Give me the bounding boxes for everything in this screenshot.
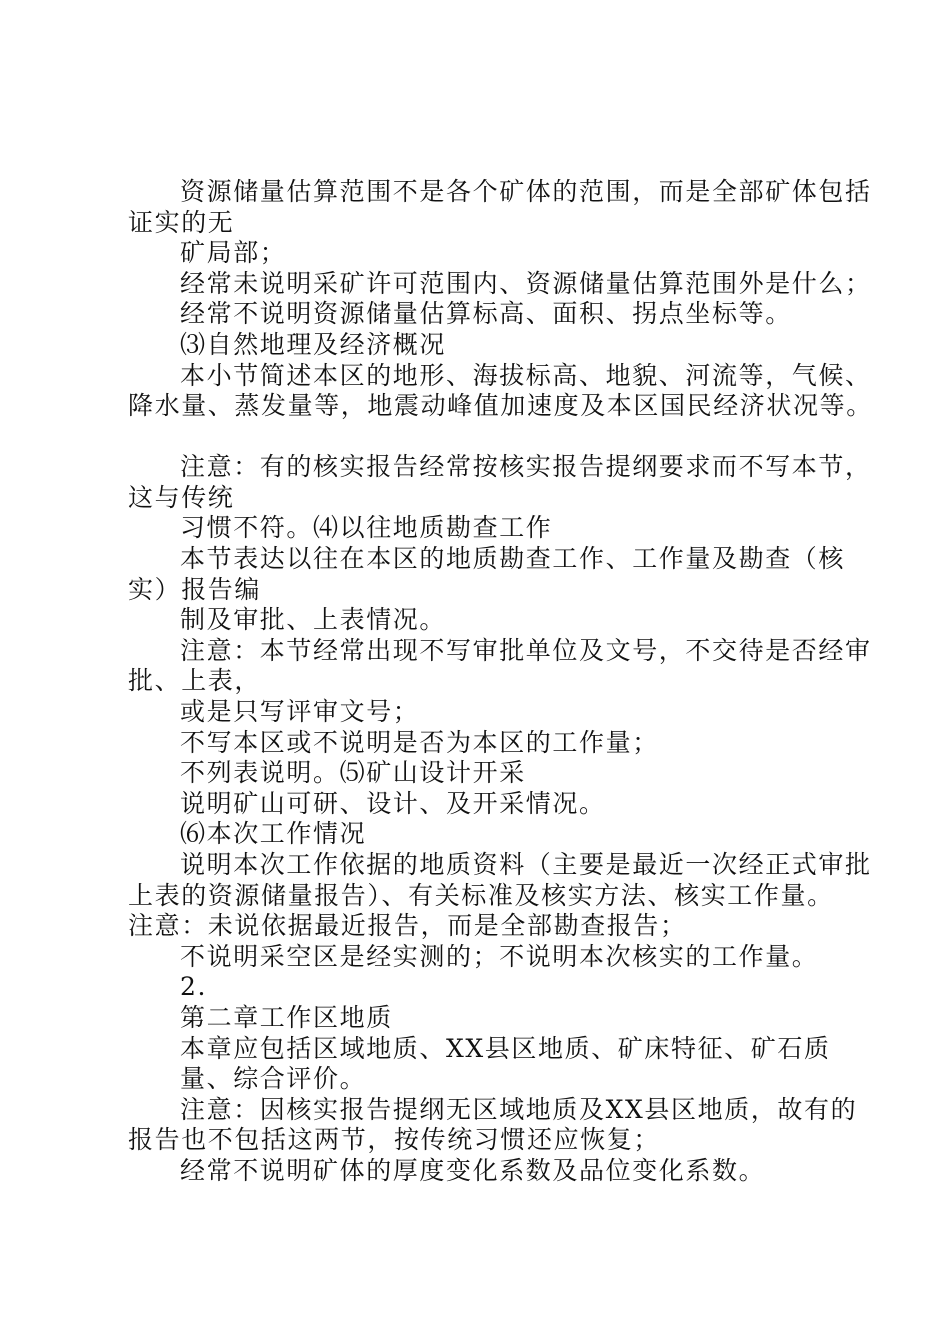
text-line: 不列表说明。⑸矿山设计开采 [180, 758, 526, 787]
text-line: 资源储量估算范围不是各个矿体的范围，而是全部矿体包括 [180, 177, 872, 206]
text-line: 量、综合评价。 [180, 1064, 367, 1093]
text-line: 上表的资源储量报告）、有关标准及核实方法、核实工作量。 [128, 881, 834, 910]
text-line: 制及审批、上表情况。 [180, 605, 447, 634]
text-line: 经常不说明矿体的厚度变化系数及品位变化系数。 [180, 1156, 766, 1185]
text-line: 注意：有的核实报告经常按核实报告提纲要求而不写本节， [180, 452, 872, 481]
text-line: 报告也不包括这两节，按传统习惯还应恢复； [128, 1125, 661, 1154]
chapter-heading: 第二章工作区地质 [180, 1003, 393, 1032]
text-line: 注意：本节经常出现不写审批单位及文号，不交待是否经审 [180, 636, 872, 665]
text-line: 或是只写评审文号； [180, 697, 420, 726]
text-line: 习惯不符。⑷以往地质勘查工作 [180, 513, 553, 542]
text-line: 本章应包括区域地质、XX县区地质、矿床特征、矿石质 [180, 1034, 831, 1063]
section-heading: ⑶自然地理及经济概况 [180, 330, 447, 359]
text-line: 注意：未说依据最近报告，而是全部勘查报告； [128, 911, 687, 940]
text-line: 降水量、蒸发量等，地震动峰值加速度及本区国民经济状况等。 [128, 391, 873, 420]
text-line: 不说明采空区是经实测的；不说明本次核实的工作量。 [180, 942, 819, 971]
text-line: 本小节简述本区的地形、海拔标高、地貌、河流等，气候、 [180, 361, 872, 390]
text-line: 证实的无 [128, 208, 235, 237]
text-line: 说明本次工作依据的地质资料（主要是最近一次经正式审批 [180, 850, 872, 879]
text-line: 矿局部； [180, 238, 287, 267]
text-line: 本节表达以往在本区的地质勘查工作、工作量及勘查（核 [180, 544, 846, 573]
text-line: 批、上表， [128, 666, 262, 695]
text-line: 经常不说明资源储量估算标高、面积、拐点坐标等。 [180, 299, 792, 328]
text-line: 说明矿山可研、设计、及开采情况。 [180, 789, 606, 818]
text-line: 这与传统 [128, 483, 235, 512]
section-heading: ⑹本次工作情况 [180, 819, 367, 848]
text-line: 不写本区或不说明是否为本区的工作量； [180, 728, 659, 757]
section-number: 2. [180, 972, 208, 1001]
text-line: 经常未说明采矿许可范围内、资源储量估算范围外是什么； [180, 269, 872, 298]
text-line: 注意：因核实报告提纲无区域地质及XX县区地质，故有的 [180, 1095, 858, 1124]
text-line: 实）报告编 [128, 575, 262, 604]
